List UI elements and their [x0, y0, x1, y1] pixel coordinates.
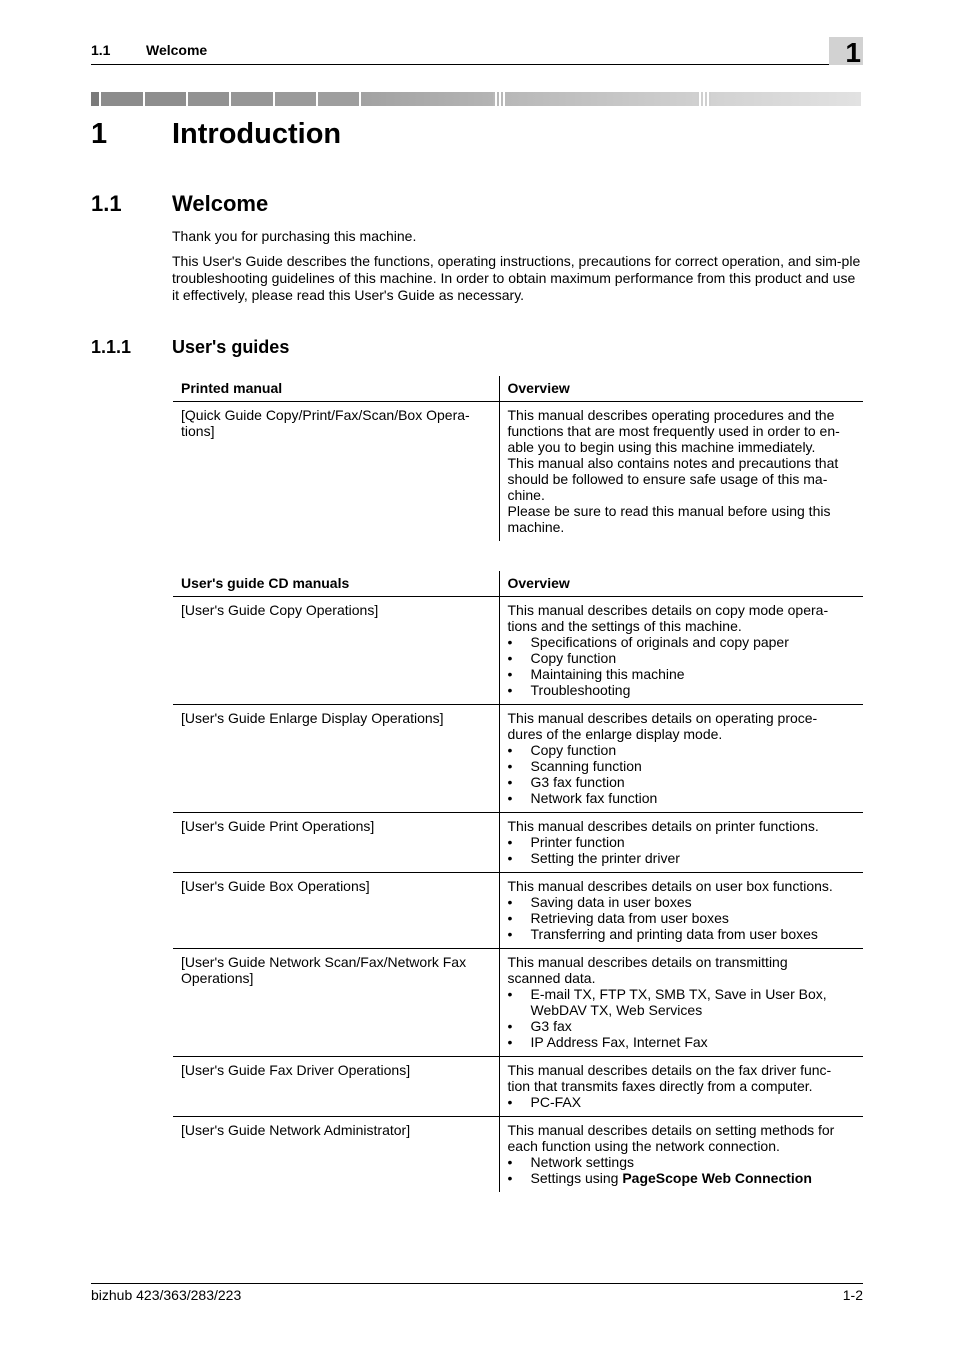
- manual-overview: [499, 402, 863, 542]
- list-item: [508, 1170, 856, 1186]
- manual-overview: [499, 705, 863, 813]
- list-item: • Maintaining this machine: [507, 666, 685, 682]
- list-item: • Copy function: [507, 650, 617, 666]
- bullet-icon: •: [507, 986, 513, 1002]
- bullet-icon: •: [507, 650, 513, 666]
- intro-paragraph-1: Thank you for purchasing this machine.: [172, 228, 417, 244]
- list-item: • Retrieving data from user boxes: [507, 910, 729, 926]
- bullet-icon: •: [507, 666, 513, 682]
- table-row: [173, 813, 863, 873]
- table-header-row: [173, 376, 863, 402]
- manual-name: [User's Guide Box Operations]: [173, 873, 499, 949]
- overview-line: This manual describes details on setting methods for: [507, 1122, 835, 1138]
- bullet-icon: •: [507, 834, 513, 850]
- manual-name: [User's Guide Fax Driver Operations]: [173, 1057, 499, 1117]
- overview-line: Please be sure to read this manual before using this: [507, 503, 831, 519]
- manual-name: [User's Guide Network Scan/Fax/Network Fax Operations]: [173, 949, 499, 1057]
- table-header-row: [173, 571, 863, 597]
- list-item: • E-mail TX, FTP TX, SMB TX, Save in User Box, WebDAV TX, Web Services: [507, 986, 827, 1018]
- list-item: • Troubleshooting: [507, 682, 631, 698]
- manual-overview: [499, 813, 863, 873]
- chapter-number: 1: [91, 118, 108, 150]
- manual-overview: [499, 949, 863, 1057]
- subsection-number: 1.1.1: [91, 337, 132, 357]
- overview-line: This manual describes details on the fax driver func-: [507, 1062, 832, 1078]
- list-item: • G3 fax function: [507, 774, 625, 790]
- overview-line: This manual describes details on user box functions.: [507, 878, 833, 894]
- list-item: • Saving data in user boxes: [507, 894, 692, 910]
- header-section-number: 1.1: [91, 42, 111, 58]
- list-item: • Network fax function: [507, 790, 658, 806]
- column-header: Overview: [499, 571, 863, 597]
- bullet-icon: •: [507, 1154, 513, 1170]
- intro-paragraph-2: This User's Guide describes the functions, operating instructions, precautions for correct operation, and sim-ple troubleshooting guidelines of this machine. In order to obtain maximum performance from this product and use it effectively, please read this User's Guide as necessary.: [172, 253, 861, 303]
- footer-page-number: 1-2: [842, 1287, 863, 1303]
- overview-line: should be followed to ensure safe usage of this ma-: [507, 471, 828, 487]
- bullet-prefix: Settings using: [530, 1170, 623, 1186]
- pagescope-product-name: PageScope Web Connection: [622, 1170, 812, 1186]
- overview-line: scanned data.: [507, 970, 596, 986]
- bullet-icon: •: [507, 894, 513, 910]
- bullet-icon: •: [507, 926, 513, 942]
- overview-line: This manual describes details on copy mode opera-: [507, 602, 829, 618]
- subsection-title: User's guides: [172, 337, 290, 357]
- overview-line: able you to begin using this machine immediately.: [507, 439, 816, 455]
- bullet-icon: •: [507, 790, 513, 806]
- list-item: • Transferring and printing data from user boxes: [507, 926, 818, 942]
- overview-line: This manual describes details on operating proce-: [507, 710, 818, 726]
- bullet-icon: •: [507, 758, 513, 774]
- manual-overview: [499, 873, 863, 949]
- table-row: [173, 949, 863, 1057]
- manual-name: [User's Guide Print Operations]: [173, 813, 499, 873]
- bullet-icon: •: [507, 1170, 513, 1186]
- bullet-icon: •: [507, 1018, 513, 1034]
- list-item: • Network settings: [507, 1154, 634, 1170]
- table-row: [173, 402, 863, 542]
- list-item: • Setting the printer driver: [507, 850, 680, 866]
- chapter-badge: [829, 37, 863, 68]
- list-item: • Specifications of originals and copy paper: [507, 634, 789, 650]
- manual-overview: [499, 1117, 863, 1193]
- overview-line: machine.: [507, 519, 565, 535]
- overview-line: functions that are most frequently used in order to en-: [507, 423, 840, 439]
- list-item: • Printer function: [507, 834, 625, 850]
- manual-name: [User's Guide Network Administrator]: [173, 1117, 499, 1193]
- manual-name: [User's Guide Copy Operations]: [173, 597, 499, 705]
- bullet-icon: •: [507, 1034, 513, 1050]
- overview-line: chine.: [507, 487, 545, 503]
- overview-line: This manual also contains notes and precautions that: [507, 455, 839, 471]
- list-item: • IP Address Fax, Internet Fax: [507, 1034, 708, 1050]
- bullet-icon: •: [507, 742, 513, 758]
- chapter-band: [91, 92, 863, 106]
- section-title: Welcome: [172, 191, 269, 216]
- bullet-icon: •: [507, 774, 513, 790]
- overview-line: tions and the settings of this machine.: [507, 618, 742, 634]
- overview-line: dures of the enlarge display mode.: [507, 726, 723, 742]
- bullet-icon: •: [507, 850, 513, 866]
- column-header: User's guide CD manuals: [173, 571, 499, 597]
- chapter-badge-number: 1: [845, 37, 861, 68]
- bullet-icon: •: [507, 910, 513, 926]
- bullet-icon: •: [507, 634, 513, 650]
- printed-manual-table: [173, 376, 863, 541]
- overview-line: tion that transmits faxes directly from a computer.: [507, 1078, 813, 1094]
- list-item: • Copy function: [507, 742, 617, 758]
- column-header: Overview: [499, 376, 863, 402]
- overview-line: each function using the network connection.: [507, 1138, 780, 1154]
- table-row: [173, 1057, 863, 1117]
- cd-manuals-table: [173, 571, 863, 1192]
- table-row: [173, 873, 863, 949]
- manual-name: [User's Guide Enlarge Display Operations]: [173, 705, 499, 813]
- chapter-title: Introduction: [172, 118, 342, 150]
- table-row: [173, 705, 863, 813]
- footer-product: bizhub 423/363/283/223: [91, 1287, 242, 1303]
- section-number: 1.1: [91, 191, 122, 216]
- list-item: • G3 fax: [507, 1018, 572, 1034]
- column-header: Printed manual: [173, 376, 499, 402]
- overview-line: This manual describes operating procedures and the: [507, 407, 835, 423]
- manual-overview: [499, 597, 863, 705]
- list-item: • PC-FAX: [507, 1094, 582, 1110]
- bullet-icon: •: [507, 682, 513, 698]
- bullet-icon: •: [507, 1094, 513, 1110]
- footer-rule: [91, 1283, 863, 1284]
- list-item: • Scanning function: [507, 758, 642, 774]
- table-row: [173, 1117, 863, 1193]
- header-section-title: Welcome: [146, 42, 208, 58]
- table-row: [173, 597, 863, 705]
- overview-line: This manual describes details on transmitting: [507, 954, 788, 970]
- overview-line: This manual describes details on printer functions.: [507, 818, 819, 834]
- manual-name: [Quick Guide Copy/Print/Fax/Scan/Box Opera-tions]: [173, 402, 499, 542]
- header-rule: [91, 64, 863, 65]
- manual-overview: [499, 1057, 863, 1117]
